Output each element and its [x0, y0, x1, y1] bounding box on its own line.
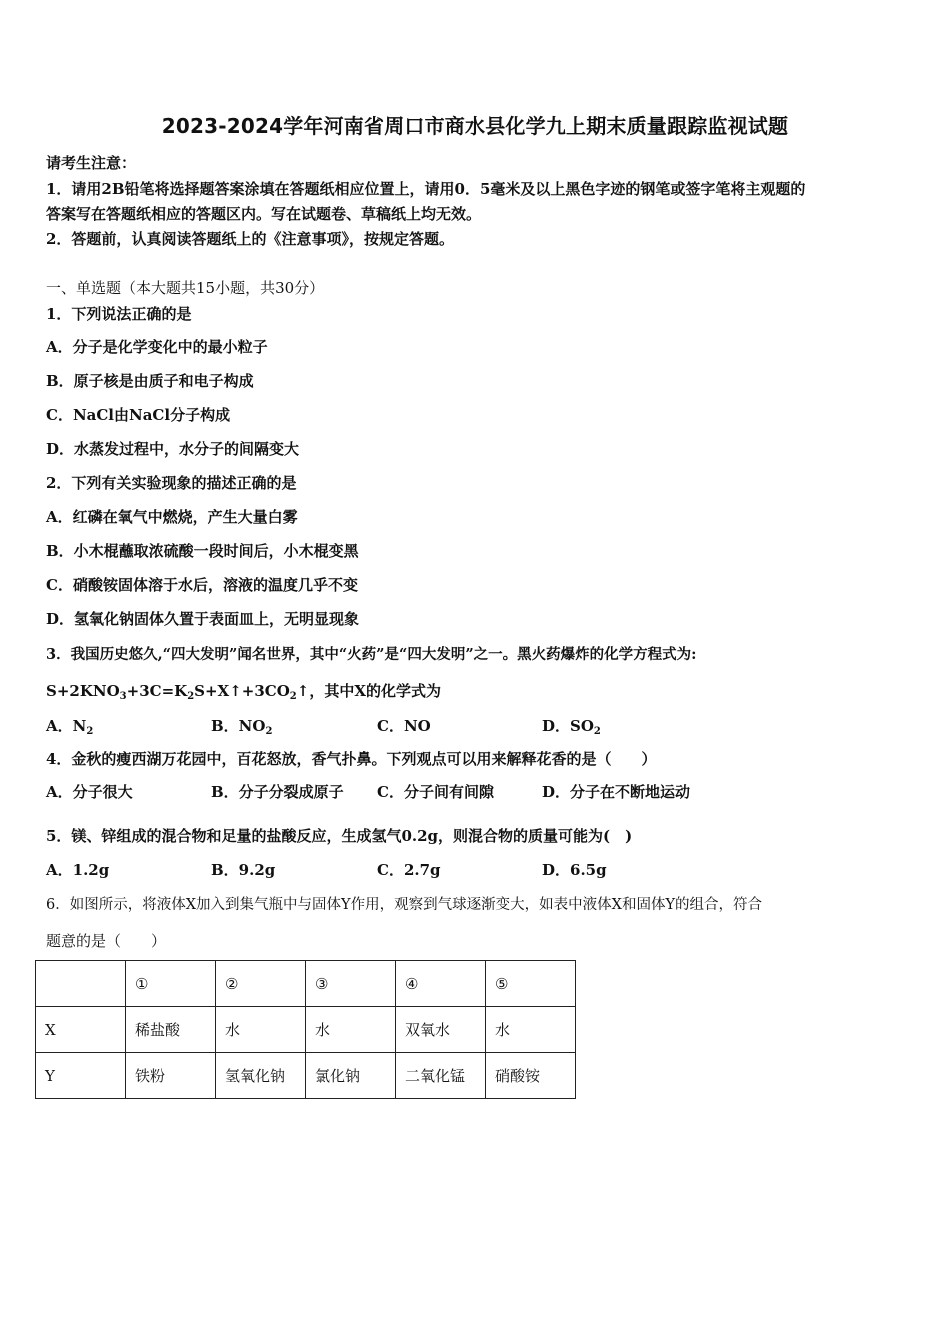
- question-3-option-a-sub: 2: [86, 726, 94, 737]
- equation-part-3: S+X↑+3CO: [194, 682, 290, 700]
- question-5-option-c: C．2.7g: [377, 861, 441, 879]
- equation-sub-3: 2: [289, 691, 297, 702]
- notice-item-2: 2．答题前，认真阅读答题纸上的《注意事项》，按规定答题。: [46, 230, 454, 248]
- question-3-option-d-sub: 2: [593, 726, 601, 737]
- equation-part-4: ↑，其中X的化学式为: [296, 682, 441, 700]
- table-cell: Y: [36, 1053, 126, 1099]
- table-cell: 水: [306, 1007, 396, 1053]
- question-5-option-d: D．6.5g: [542, 861, 607, 879]
- table-cell: ④: [396, 961, 486, 1007]
- table-cell: 稀盐酸: [126, 1007, 216, 1053]
- notice-heading: 请考生注意：: [46, 154, 137, 172]
- section-heading: 一、单选题（本大题共15小题，共30分）: [46, 279, 325, 297]
- question-4-stem: 4．金秋的瘦西湖万花园中，百花怒放，香气扑鼻。下列观点可以用来解释花香的是（ ）: [46, 750, 657, 768]
- question-3-option-d: [542, 715, 601, 736]
- equation-sub-2: 2: [187, 691, 195, 702]
- notice-item-1-line-1: 1．请用2B铅笔将选择题答案涂填在答题纸相应位置上，请用0．5毫米及以上黑色字迹的钢笔或签字笔将主观题的: [46, 180, 806, 198]
- table-cell: [36, 961, 126, 1007]
- table-cell: X: [36, 1007, 126, 1053]
- question-3-option-a: [46, 715, 93, 736]
- table-cell: ②: [216, 961, 306, 1007]
- table-cell: 硝酸铵: [486, 1053, 576, 1099]
- question-5-option-b: B．9.2g: [211, 861, 276, 879]
- question-6-stem-line-1: 6．如图所示，将液体X加入到集气瓶中与固体Y作用，观察到气球逐渐变大，如表中液体X和固体Y的组合，符合: [46, 897, 763, 913]
- question-3-option-b-text: B．NO: [211, 717, 266, 735]
- question-2-option-a: A．红磷在氧气中燃烧，产生大量白雾: [46, 508, 298, 526]
- question-3-stem: 3．我国历史悠久,“四大发明”闻名世界，其中“火药”是“四大发明”之一。黑火药爆炸的化学方程式为:: [46, 646, 697, 663]
- table-cell: 双氧水: [396, 1007, 486, 1053]
- question-1-option-d: D．水蒸发过程中，水分子的间隔变大: [46, 440, 300, 458]
- table-row: [36, 1053, 576, 1099]
- question-3-option-b: [211, 715, 272, 736]
- question-3-option-c: C．NO: [377, 717, 431, 735]
- equation-part-2: +3C=K: [126, 682, 188, 700]
- question-1-option-b: B．原子核是由质子和电子构成: [46, 372, 254, 390]
- question-4-option-b: B．分子分裂成原子: [211, 783, 344, 801]
- table-cell: 铁粉: [126, 1053, 216, 1099]
- question-1-option-a: A．分子是化学变化中的最小粒子: [46, 338, 268, 356]
- table-row: [36, 1007, 576, 1053]
- question-3-option-d-text: D．SO: [542, 717, 594, 735]
- equation-part-1: S+2KNO: [46, 682, 120, 700]
- page-title: 2023-2024学年河南省周口市商水县化学九上期末质量跟踪监视试题: [161, 114, 789, 138]
- question-2-option-c: C．硝酸铵固体溶于水后，溶液的温度几乎不变: [46, 576, 358, 594]
- question-4-option-c: C．分子间有间隙: [377, 783, 494, 801]
- question-3-option-b-sub: 2: [265, 726, 273, 737]
- table-cell: 水: [216, 1007, 306, 1053]
- question-2-option-b: B．小木棍蘸取浓硫酸一段时间后，小木棍变黑: [46, 542, 359, 560]
- question-1-option-c: C．NaCl由NaCl分子构成: [46, 406, 231, 424]
- table-header-row: [36, 961, 576, 1007]
- question-3-option-a-text: A．N: [46, 717, 87, 735]
- question-4-option-d: D．分子在不断地运动: [542, 783, 691, 801]
- table-cell: ①: [126, 961, 216, 1007]
- question-1-stem: 1．下列说法正确的是: [46, 305, 192, 323]
- question-2-option-d: D．氢氧化钠固体久置于表面皿上，无明显现象: [46, 610, 360, 628]
- question-2-stem: 2．下列有关实验现象的描述正确的是: [46, 474, 297, 492]
- question-6-table: [35, 960, 576, 1099]
- table-cell: 氢氧化钠: [216, 1053, 306, 1099]
- question-5-stem: 5．镁、锌组成的混合物和足量的盐酸反应，生成氢气0.2g，则混合物的质量可能为( ): [46, 827, 633, 845]
- question-4-option-a: A．分子很大: [46, 783, 133, 801]
- table-cell: 二氧化锰: [396, 1053, 486, 1099]
- question-5-option-a: A．1.2g: [46, 861, 110, 879]
- notice-item-1-line-2: 答案写在答题纸相应的答题区内。写在试题卷、草稿纸上均无效。: [46, 205, 482, 223]
- question-6-stem-line-2: 题意的是（ ）: [46, 932, 167, 950]
- table-cell: ⑤: [486, 961, 576, 1007]
- table-cell: ③: [306, 961, 396, 1007]
- question-3-equation: [46, 680, 441, 701]
- table-cell: 水: [486, 1007, 576, 1053]
- table-cell: 氯化钠: [306, 1053, 396, 1099]
- equation-sub-1: 3: [119, 691, 127, 702]
